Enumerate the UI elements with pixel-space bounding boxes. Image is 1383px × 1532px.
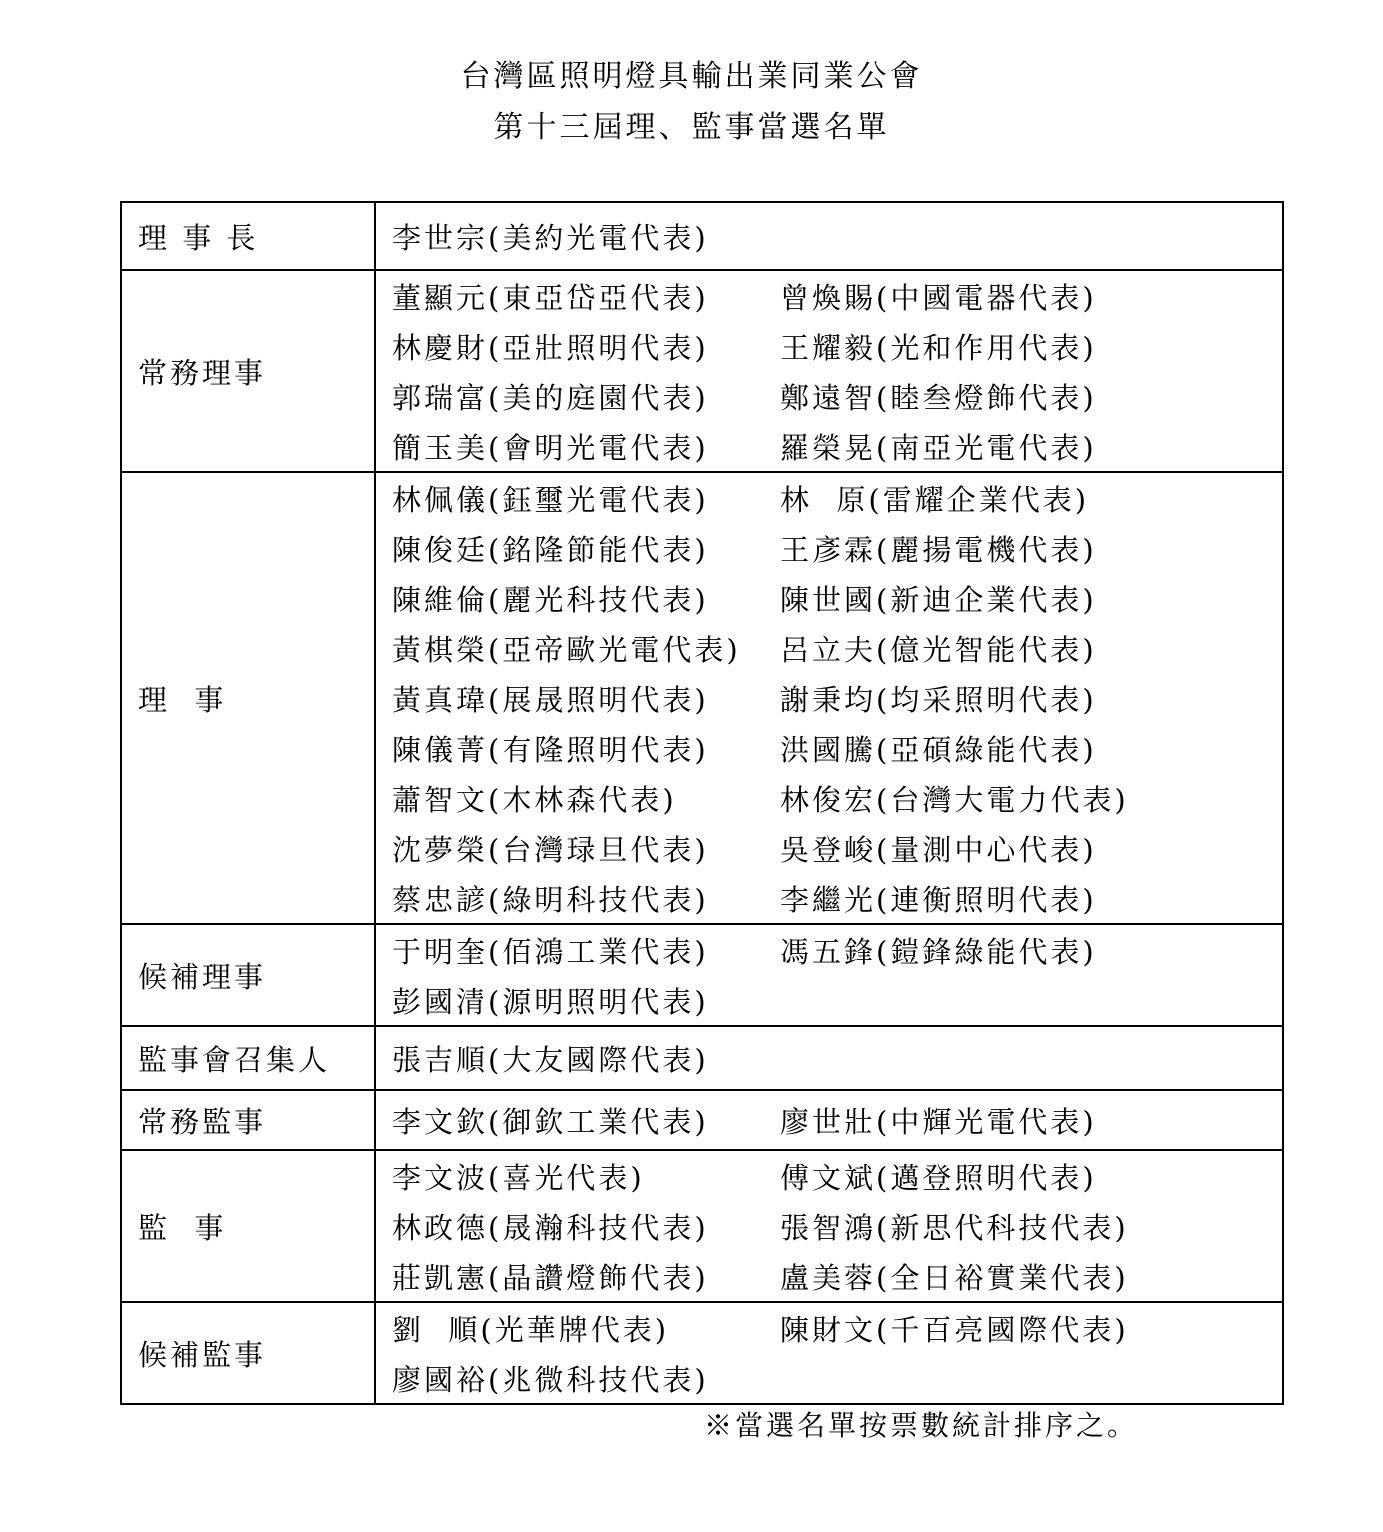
member-name-right: 盧美蓉(全日裕實業代表) xyxy=(780,1260,1129,1295)
member-name-left: 于明奎(佰鴻工業代表) xyxy=(392,934,709,969)
member-name-left: 沈夢榮(台灣琭旦代表) xyxy=(392,832,709,867)
member-name-left: 廖國裕(兆微科技代表) xyxy=(392,1362,709,1397)
roster-body xyxy=(121,202,1283,1404)
member-name-right: 陳財文(千百亮國際代表) xyxy=(780,1312,1129,1347)
document-title: 台灣區照明燈具輸出業同業公會 xyxy=(460,59,923,94)
member-name-left: 蕭智文(木林森代表) xyxy=(392,782,677,817)
member-name-left: 張吉順(大友國際代表) xyxy=(392,1042,709,1077)
member-pair-row xyxy=(392,873,1282,923)
member-names-cell xyxy=(375,1026,1283,1090)
member-pair-row xyxy=(392,1033,1282,1083)
roster-section-row xyxy=(121,270,1283,472)
member-name-right: 陳世國(新迪企業代表) xyxy=(780,582,1097,617)
election-roster-table xyxy=(120,201,1284,1405)
role-label: 常務理事 xyxy=(121,270,375,472)
member-name-left: 莊凱憲(晶讚燈飾代表) xyxy=(392,1260,709,1295)
member-name-right: 馮五鋒(鎧鋒綠能代表) xyxy=(780,934,1097,969)
member-name-left: 李世宗(美約光電代表) xyxy=(392,220,709,255)
member-pair-row xyxy=(392,1303,1282,1353)
member-name-right: 張智鴻(新思代科技代表) xyxy=(780,1210,1129,1245)
roster-section-row xyxy=(121,924,1283,1026)
member-name-right: 吳登峻(量測中心代表) xyxy=(780,832,1097,867)
member-name-left: 林佩儀(鈺璽光電代表) xyxy=(392,482,709,517)
member-pair-row xyxy=(392,823,1282,873)
member-names-cell xyxy=(375,472,1283,924)
member-name-left: 彭國清(源明照明代表) xyxy=(392,984,709,1019)
member-pair-row xyxy=(392,773,1282,823)
member-name-left: 黃棋榮(亞帝歐光電代表) xyxy=(392,632,741,667)
member-name-right: 王彥霖(麗揚電機代表) xyxy=(780,532,1097,567)
roster-section-row xyxy=(121,1026,1283,1090)
member-name-right: 曾煥賜(中國電器代表) xyxy=(780,280,1097,315)
member-pair-row xyxy=(392,1095,1282,1145)
roster-section-row xyxy=(121,1150,1283,1302)
member-name-right: 羅榮晃(南亞光電代表) xyxy=(780,430,1097,465)
role-label: 候補監事 xyxy=(121,1302,375,1404)
member-names-cell xyxy=(375,1302,1283,1404)
member-name-left: 簡玉美(會明光電代表) xyxy=(392,430,709,465)
role-label: 監事會召集人 xyxy=(121,1026,375,1090)
roster-section-row xyxy=(121,202,1283,270)
member-name-right: 林俊宏(台灣大電力代表) xyxy=(780,782,1129,817)
member-names-cell xyxy=(375,924,1283,1026)
member-pair-row xyxy=(392,1353,1282,1403)
role-label: 候補理事 xyxy=(121,924,375,1026)
member-name-right: 鄭遠智(睦叁燈飾代表) xyxy=(780,380,1097,415)
member-pair-row xyxy=(392,421,1282,471)
member-name-right: 洪國騰(亞碩綠能代表) xyxy=(780,732,1097,767)
member-pair-row xyxy=(392,523,1282,573)
member-name-right: 林 原(雷耀企業代表) xyxy=(780,482,1090,517)
member-pair-row xyxy=(392,723,1282,773)
roster-section-row xyxy=(121,472,1283,924)
member-name-left: 陳俊廷(銘隆節能代表) xyxy=(392,532,709,567)
member-pair-row xyxy=(392,1251,1282,1301)
role-label: 理 事 xyxy=(121,472,375,924)
member-pair-row xyxy=(392,925,1282,975)
roster-section-row xyxy=(121,1302,1283,1404)
member-pair-row xyxy=(392,321,1282,371)
member-pair-row xyxy=(392,473,1282,523)
footnote: ※當選名單按票數統計排序之。 xyxy=(704,1409,1139,1442)
member-pair-row xyxy=(392,573,1282,623)
member-name-left: 李文欽(御欽工業代表) xyxy=(392,1104,709,1139)
member-name-right: 王耀毅(光和作用代表) xyxy=(780,330,1097,365)
member-name-left: 李文波(喜光代表) xyxy=(392,1160,645,1195)
roster-section-row xyxy=(121,1090,1283,1150)
member-name-right: 廖世壯(中輝光電代表) xyxy=(780,1104,1097,1139)
member-name-left: 劉 順(光華牌代表) xyxy=(392,1312,670,1347)
member-name-left: 蔡忠諺(綠明科技代表) xyxy=(392,882,709,917)
member-pair-row xyxy=(392,371,1282,421)
member-name-right: 呂立夫(億光智能代表) xyxy=(780,632,1097,667)
member-pair-row xyxy=(392,975,1282,1025)
member-names-cell xyxy=(375,270,1283,472)
member-names-cell xyxy=(375,1150,1283,1302)
document-subtitle: 第十三屆理、監事當選名單 xyxy=(493,110,890,145)
member-pair-row xyxy=(392,271,1282,321)
member-name-left: 黃真瑋(展晟照明代表) xyxy=(392,682,709,717)
member-name-left: 陳維倫(麗光科技代表) xyxy=(392,582,709,617)
member-name-left: 郭瑞富(美的庭園代表) xyxy=(392,380,709,415)
member-pair-row xyxy=(392,623,1282,673)
member-name-left: 陳儀菁(有隆照明代表) xyxy=(392,732,709,767)
role-label: 常務監事 xyxy=(121,1090,375,1150)
member-names-cell xyxy=(375,202,1283,270)
member-pair-row xyxy=(392,1201,1282,1251)
member-name-left: 林慶財(亞壯照明代表) xyxy=(392,330,709,365)
member-names-cell xyxy=(375,1090,1283,1150)
role-label: 理 事 長 xyxy=(121,202,375,270)
member-pair-row xyxy=(392,673,1282,723)
member-pair-row xyxy=(392,211,1282,261)
member-name-right: 李繼光(連衡照明代表) xyxy=(780,882,1097,917)
member-pair-row xyxy=(392,1151,1282,1201)
member-name-right: 傅文斌(邁登照明代表) xyxy=(780,1160,1097,1195)
member-name-left: 林政德(晟瀚科技代表) xyxy=(392,1210,709,1245)
role-label: 監 事 xyxy=(121,1150,375,1302)
member-name-right: 謝秉均(均采照明代表) xyxy=(780,682,1097,717)
member-name-left: 董顯元(東亞岱亞代表) xyxy=(392,280,709,315)
